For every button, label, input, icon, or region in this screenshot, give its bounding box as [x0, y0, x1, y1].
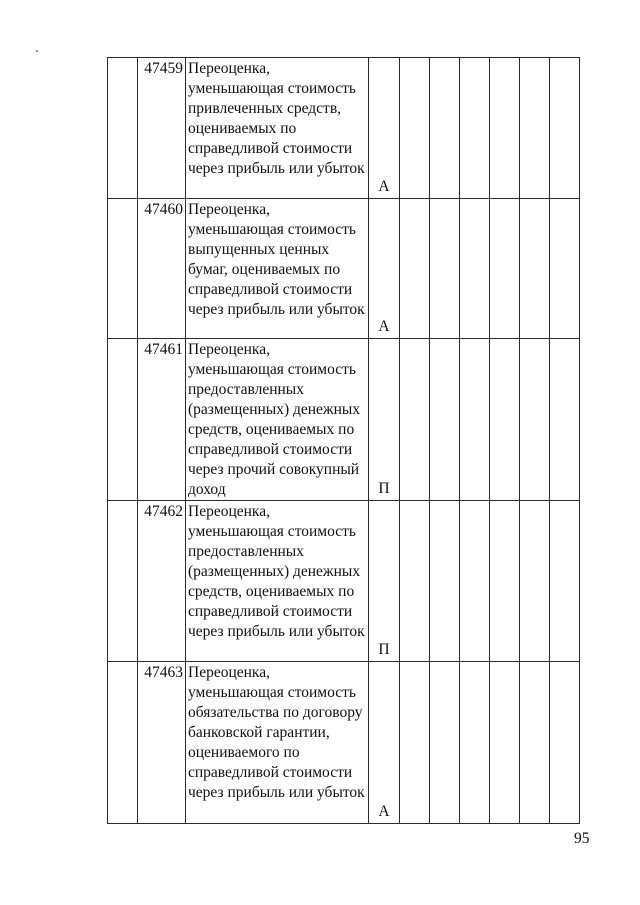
account-name: Переоценка, уменьшающая стоимость привлеченных средств, оцениваемых по справедливой стоимости через прибыль или убыток	[186, 58, 369, 199]
empty-cell	[520, 339, 550, 501]
account-code: 47463	[138, 662, 186, 824]
empty-cell	[520, 501, 550, 662]
empty-cell	[550, 199, 580, 339]
account-name: Переоценка, уменьшающая стоимость предоставленных (размещенных) денежных средств, оцениваемых по справедливой стоимости через прочий совокупный доход	[186, 339, 369, 501]
empty-cell	[490, 501, 520, 662]
empty-cell	[490, 199, 520, 339]
empty-cell	[550, 58, 580, 199]
empty-cell	[460, 501, 490, 662]
table-row	[108, 339, 580, 501]
empty-cell	[400, 58, 430, 199]
empty-cell	[460, 662, 490, 824]
empty-cell	[490, 662, 520, 824]
empty-cell	[520, 199, 550, 339]
empty-cell	[460, 199, 490, 339]
empty-cell	[430, 501, 460, 662]
empty-cell	[400, 199, 430, 339]
empty-cell	[430, 199, 460, 339]
empty-cell	[400, 339, 430, 501]
account-code: 47460	[138, 199, 186, 339]
account-type: П	[369, 339, 400, 501]
account-type: А	[369, 199, 400, 339]
page-number: 95	[574, 830, 590, 847]
account-type: П	[369, 501, 400, 662]
blank-cell	[108, 199, 138, 339]
empty-cell	[490, 58, 520, 199]
account-type: А	[369, 58, 400, 199]
accounts-table	[107, 57, 580, 824]
table-row	[108, 199, 580, 339]
scan-speck	[36, 50, 38, 52]
empty-cell	[490, 339, 520, 501]
blank-cell	[108, 662, 138, 824]
table-row	[108, 662, 580, 824]
empty-cell	[550, 662, 580, 824]
empty-cell	[400, 501, 430, 662]
empty-cell	[520, 58, 550, 199]
empty-cell	[400, 662, 430, 824]
empty-cell	[460, 339, 490, 501]
account-name: Переоценка, уменьшающая стоимость выпущенных ценных бумаг, оцениваемых по справедливой стоимости через прибыль или убыток	[186, 199, 369, 339]
table-row	[108, 501, 580, 662]
empty-cell	[550, 501, 580, 662]
account-type: А	[369, 662, 400, 824]
account-code: 47462	[138, 501, 186, 662]
blank-cell	[108, 501, 138, 662]
empty-cell	[550, 339, 580, 501]
empty-cell	[430, 58, 460, 199]
blank-cell	[108, 339, 138, 501]
account-code: 47459	[138, 58, 186, 199]
account-name: Переоценка, уменьшающая стоимость предоставленных (размещенных) денежных средств, оцениваемых по справедливой стоимости через прибыль или убыток	[186, 501, 369, 662]
empty-cell	[460, 58, 490, 199]
table-row	[108, 58, 580, 199]
blank-cell	[108, 58, 138, 199]
account-code: 47461	[138, 339, 186, 501]
empty-cell	[430, 662, 460, 824]
empty-cell	[520, 662, 550, 824]
account-name: Переоценка, уменьшающая стоимость обязательства по договору банковской гарантии, оцениваемого по справедливой стоимости через прибыль или убыток	[186, 662, 369, 824]
empty-cell	[430, 339, 460, 501]
